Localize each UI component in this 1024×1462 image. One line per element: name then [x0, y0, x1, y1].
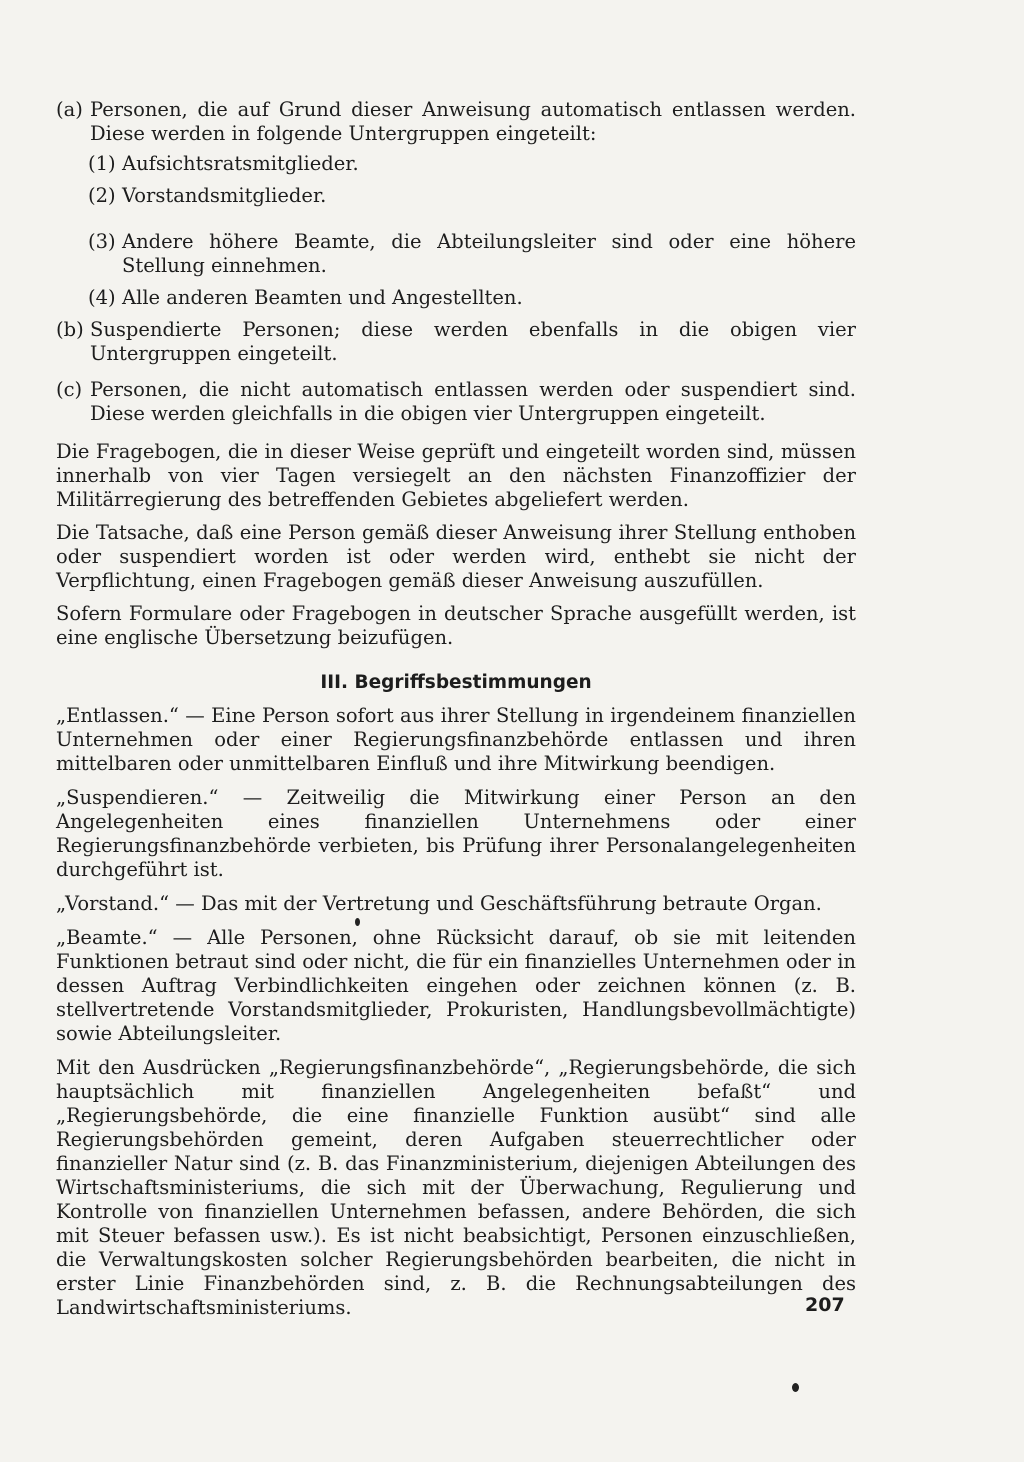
list-item-text: Andere höhere Beamte, die Abteilungsleiter sind oder eine höhere Stellung einnehmen.	[122, 230, 856, 277]
list-item-1	[88, 152, 856, 176]
list-item-text: Personen, die auf Grund dieser Anweisung automatisch entlassen werden. Diese werden in folgende Untergruppen eingeteilt:	[90, 98, 856, 145]
definition-entlassen: „Entlassen.“ — Eine Person sofort aus ihrer Stellung in irgendeinem finanziellen Unternehmen oder einer Regierungsfinanzbehörde entlassen und ihren mittelbaren oder unmittelbaren Einfluß und ihre Mitwirkung beendigen.	[56, 704, 856, 775]
page-number: 207	[805, 1294, 845, 1316]
list-item-a	[56, 98, 856, 146]
list-marker: (2)	[88, 184, 116, 207]
list-marker: (1)	[88, 152, 116, 175]
list-marker: (3)	[88, 230, 116, 253]
ink-speck	[792, 1383, 799, 1392]
paragraph-delivery: Die Fragebogen, die in dieser Weise geprüft und eingeteilt worden sind, müssen innerhalb von vier Tagen versiegelt an den nächsten Finanzoffizier der Militärregierung des betreffenden Gebietes abgeliefert werden.	[56, 440, 856, 511]
list-item-text: Alle anderen Beamten und Angestellten.	[122, 286, 523, 309]
list-item-b	[56, 318, 856, 366]
list-marker: (c)	[56, 378, 83, 401]
list-item-text: Aufsichtsratsmitglieder.	[122, 152, 359, 175]
list-item-text: Suspendierte Personen; diese werden ebenfalls in die obigen vier Untergruppen eingeteilt.	[90, 318, 856, 365]
definition-vorstand: „Vorstand.“ — Das mit der Vertretung und Geschäftsführung betraute Organ.	[56, 892, 822, 915]
paragraph-obligation: Die Tatsache, daß eine Person gemäß dieser Anweisung ihrer Stellung enthoben oder suspendiert worden ist oder werden wird, enthebt sie nicht der Verpflichtung, einen Fragebogen gemäß dieser Anweisung auszufüllen.	[56, 521, 856, 592]
list-marker: (4)	[88, 286, 116, 309]
list-item-c	[56, 378, 856, 426]
section-heading: III. Begriffsbestimmungen	[320, 672, 592, 693]
definition-suspendieren: „Suspendieren.“ — Zeitweilig die Mitwirkung einer Person an den Angelegenheiten eines finanziellen Unternehmens oder einer Regierungsfinanzbehörde verbieten, bis Prüfung ihrer Personalangelegenheiten durchgeführt ist.	[56, 786, 856, 881]
list-item-4	[88, 286, 856, 310]
definition-beamte: „Beamte.“ — Alle Personen, ohne Rücksicht darauf, ob sie mit leitenden Funktionen betraut sind oder nicht, die für ein finanzielles Unternehmen oder in dessen Auftrag Verbindlichkeiten eingehen oder zeichnen können (z. B. stellvertretende Vorstandsmitglieder, Prokuristen, Handlungsbevollmächtigte) sowie Abteilungsleiter.	[56, 926, 856, 1045]
document-page	[56, 98, 856, 1330]
list-item-2	[88, 184, 856, 208]
list-item-text: Vorstandsmitglieder.	[122, 184, 327, 207]
list-item-text: Personen, die nicht automatisch entlassen werden oder suspendiert sind. Diese werden gleichfalls in die obigen vier Untergruppen eingeteilt.	[90, 378, 856, 425]
list-item-3	[88, 230, 856, 278]
definition-regierungsfinanzbehoerde: Mit den Ausdrücken „Regierungsfinanzbehörde“, „Regierungsbehörde, die sich hauptsächlich mit finanziellen Angelegenheiten befaßt“ und „Regierungsbehörde, die eine finanzielle Funktion ausübt“ sind alle Regierungsbehörden gemeint, deren Aufgaben steuerrechtlicher oder finanzieller Natur sind (z. B. das Finanzministerium, diejenigen Abteilungen des Wirtschaftsministeriums, die sich mit der Überwachung, Regulierung und Kontrolle von finanziellen Unternehmen befassen, andere Behörden, die sich mit Steuer befassen usw.). Es ist nicht beabsichtigt, Personen einzuschließen, die Verwaltungskosten solcher Regierungsbehörden bearbeiten, die nicht in erster Linie Finanzbehörden sind, z. B. die Rechnungsabteilungen des Landwirtschaftsministeriums.	[56, 1056, 856, 1319]
list-marker: (b)	[56, 318, 84, 341]
paragraph-translation: Sofern Formulare oder Fragebogen in deutscher Sprache ausgefüllt werden, ist eine englische Übersetzung beizufügen.	[56, 602, 856, 649]
list-marker: (a)	[56, 98, 83, 121]
ink-speck	[355, 918, 360, 926]
